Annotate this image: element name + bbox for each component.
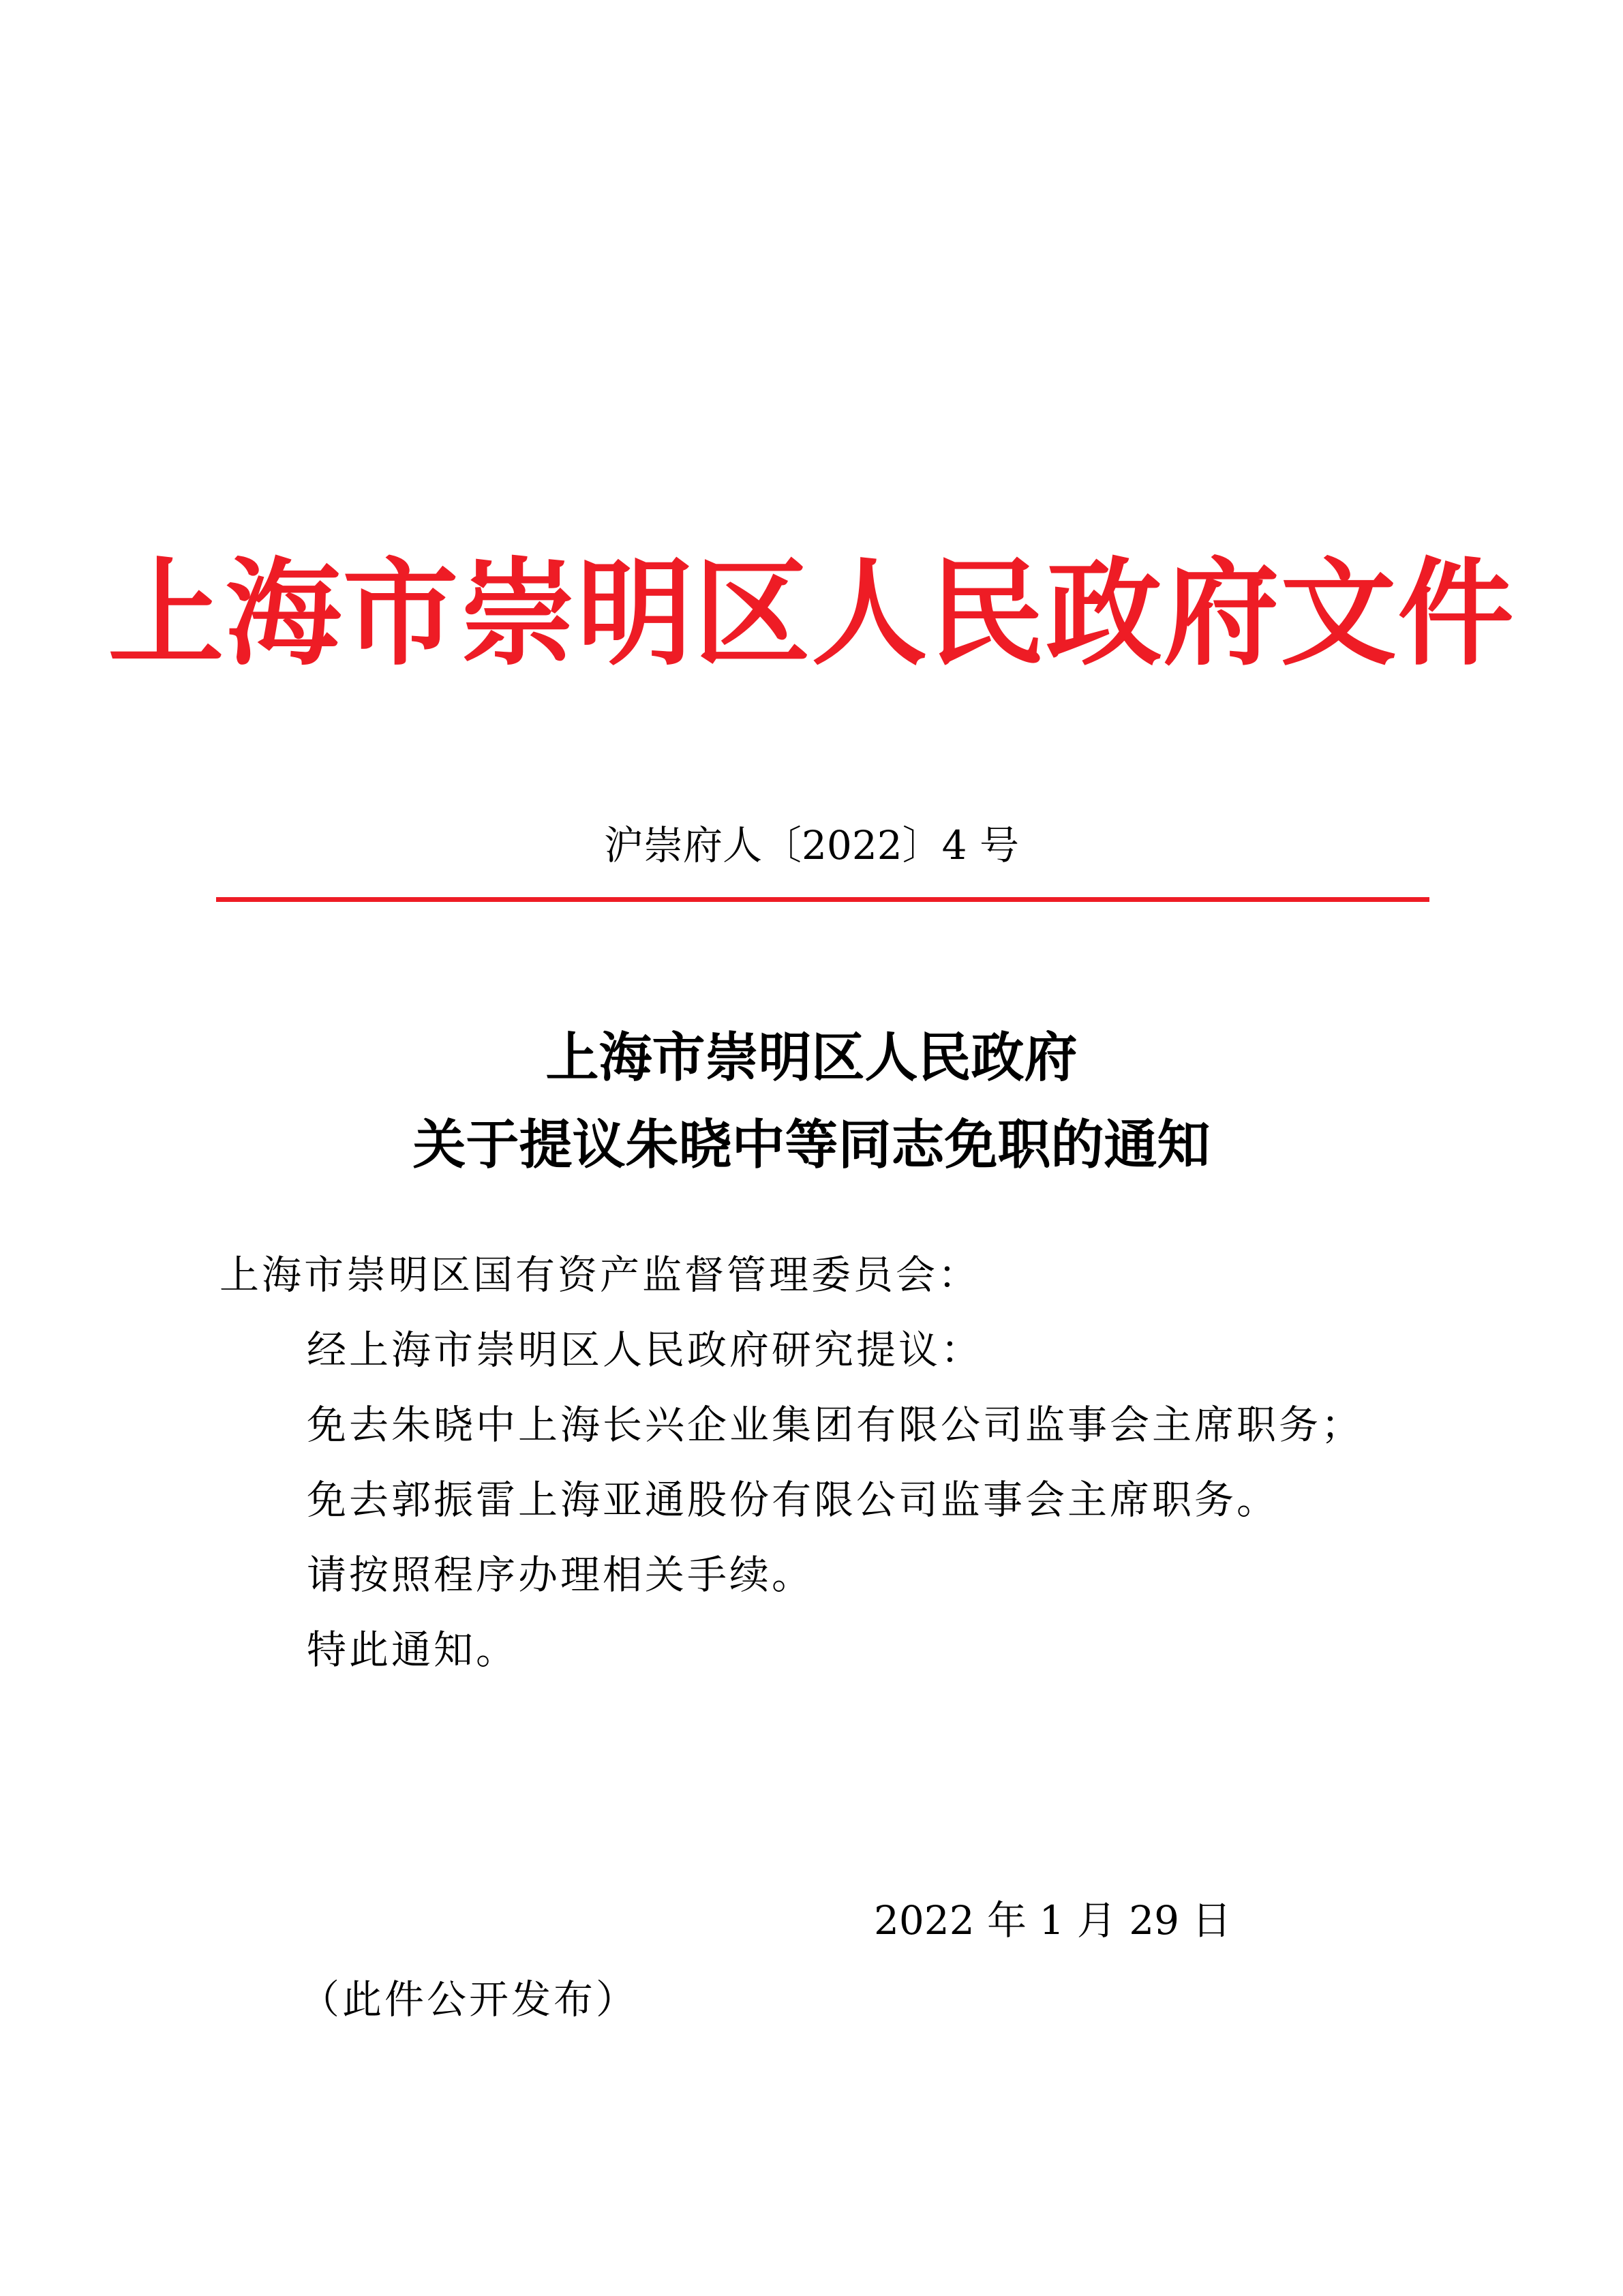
body-paragraph-removal-2: 免去郭振雷上海亚通股份有限公司监事会主席职务。 [307, 1477, 1279, 1523]
issue-date: 2022 年 1 月 29 日 [874, 1897, 1232, 1944]
addressee: 上海市崇明区国有资产监督管理委员会： [219, 1252, 981, 1298]
red-divider-rule [216, 897, 1429, 902]
document-title [0, 1014, 1623, 1189]
notice-body [307, 1312, 1363, 1687]
title-line-2: 关于提议朱晓中等同志免职的通知 [412, 1114, 1211, 1176]
title-line-1: 上海市崇明区人民政府 [545, 1027, 1078, 1089]
body-paragraph-closing: 特此通知。 [307, 1627, 519, 1673]
document-masthead: 上海市崇明区人民政府文件 [108, 545, 1515, 682]
body-paragraph-proposal: 经上海市崇明区人民政府研究提议： [307, 1327, 984, 1373]
document-number: 沪崇府人〔2022〕4 号 [604, 822, 1019, 868]
body-paragraph-removal-1: 免去朱晓中上海长兴企业集团有限公司监事会主席职务； [307, 1402, 1364, 1448]
publication-note: （此件公开发布） [300, 1976, 639, 2023]
body-paragraph-procedure: 请按照程序办理相关手续。 [307, 1552, 815, 1598]
